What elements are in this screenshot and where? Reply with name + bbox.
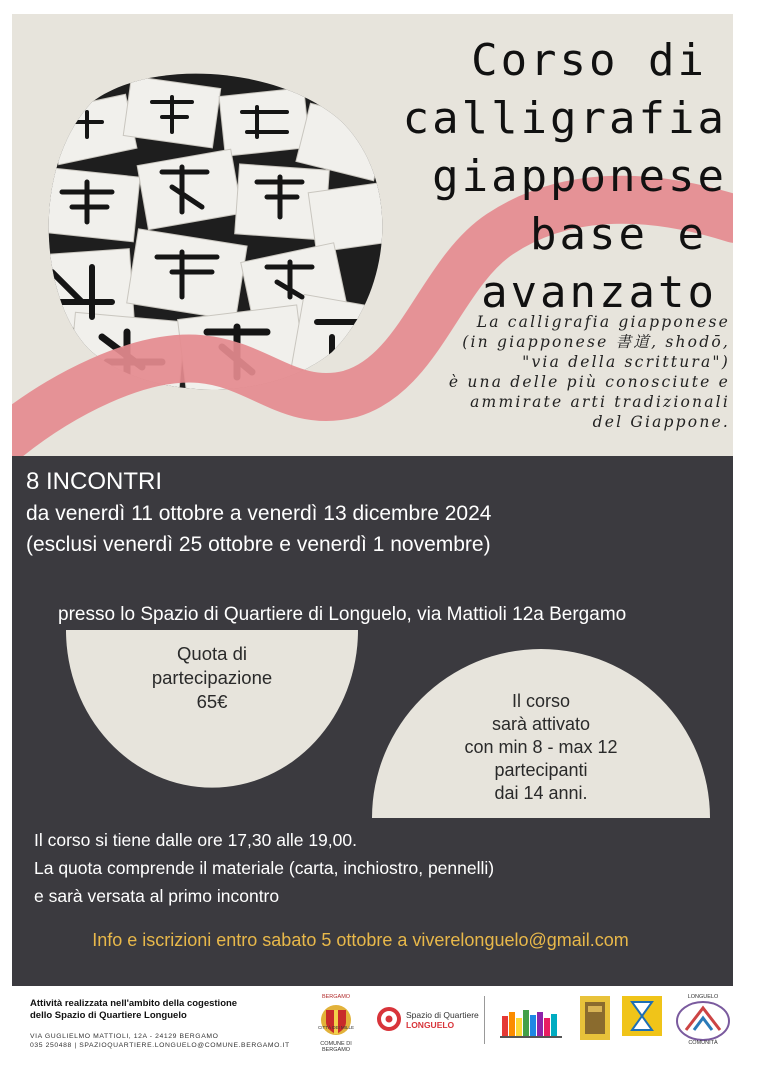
footer bbox=[0, 990, 763, 1080]
bergamo-caption: COMUNE DI BERGAMO bbox=[320, 1041, 352, 1053]
bergamo-top-text: BERGAMO bbox=[321, 994, 351, 1000]
participants-line-2: sarà attivato bbox=[491, 714, 591, 734]
participants-line-4: partecipanti bbox=[494, 760, 588, 780]
spazio-line-1: Spazio di Quartiere bbox=[406, 1010, 479, 1020]
title-line-1: Corso di bbox=[471, 35, 707, 86]
fee-line-2: partecipazione bbox=[151, 667, 273, 688]
participants-line-1: Il corso bbox=[511, 691, 571, 711]
books-logo-icon bbox=[500, 1006, 562, 1040]
excluded-dates: (esclusi venerdì 25 ottobre e venerdì 1 novembre) bbox=[26, 533, 491, 556]
footer-address: VIA GUGLIELMO MATTIOLI, 12A - 24129 BERGAMO 035 250488 | SPAZIOQUARTIERE.LONGUELO@COMUNE.BERGAMO.IT bbox=[30, 1033, 290, 1049]
schedule-block bbox=[26, 466, 491, 560]
hourglass-logo-icon bbox=[622, 996, 662, 1036]
title-line-2: calligrafia bbox=[402, 93, 727, 144]
venue-text: presso lo Spazio di Quartiere di Longuelo, via Mattioli 12a Bergamo bbox=[58, 604, 627, 625]
spazio-quartiere-logo bbox=[376, 1006, 486, 1036]
yellow-book-logo-icon bbox=[580, 996, 610, 1040]
participants-line-5: dai 14 anni. bbox=[494, 783, 588, 803]
longuelo-community-logo bbox=[674, 994, 732, 1048]
longuelo-top-text: LONGUELO bbox=[687, 994, 719, 1000]
header-section bbox=[12, 14, 733, 456]
community-icon bbox=[674, 1000, 732, 1042]
participants-badge bbox=[372, 640, 710, 818]
bergamo-logo bbox=[312, 994, 360, 1053]
spiral-icon bbox=[376, 1006, 402, 1032]
fee-badge bbox=[66, 628, 358, 790]
spazio-line-2: LONGUELO bbox=[406, 1020, 455, 1030]
date-range: da venerdì 11 ottobre a venerdì 13 dicembre 2024 bbox=[26, 502, 492, 525]
notes-line-1: Il corso si tiene dalle ore 17,30 alle 19,00. bbox=[34, 830, 357, 850]
registration-info: Info e iscrizioni entro sabato 5 ottobre a viverelonguelo@gmail.com bbox=[92, 930, 629, 950]
course-title bbox=[392, 32, 727, 322]
meetings-count: 8 INCONTRI bbox=[26, 468, 163, 495]
bergamo-motto: CITTÀ DEI MILLE bbox=[317, 1025, 354, 1030]
footer-title: Attività realizzata nell'ambito della cogestione dello Spazio di Quartiere Longuelo bbox=[30, 998, 238, 1021]
longuelo-bottom-text: COMUNITÀ bbox=[688, 1040, 718, 1046]
crest-icon bbox=[312, 1002, 360, 1038]
footer-divider bbox=[484, 996, 485, 1044]
intro-text: La calligrafia giapponese (in giapponese 書道, shodō, "via della scrittura") è una delle più conosciute e ammirate arti tradizionali del Giappone. bbox=[448, 313, 730, 431]
fee-line-1: Quota di bbox=[177, 643, 247, 664]
title-line-3: giapponese bbox=[432, 151, 727, 202]
title-line-4: base e bbox=[530, 209, 707, 260]
notes-line-2: La quota comprende il materiale (carta, inchiostro, pennelli) bbox=[34, 858, 495, 878]
fee-amount: 65€ bbox=[196, 691, 228, 712]
course-notes bbox=[34, 826, 494, 910]
participants-line-3: con min 8 - max 12 bbox=[464, 737, 618, 757]
calligraphy-photo bbox=[32, 62, 394, 392]
notes-line-3: e sarà versata al primo incontro bbox=[34, 886, 280, 906]
title-line-5: avanzato bbox=[481, 267, 717, 318]
